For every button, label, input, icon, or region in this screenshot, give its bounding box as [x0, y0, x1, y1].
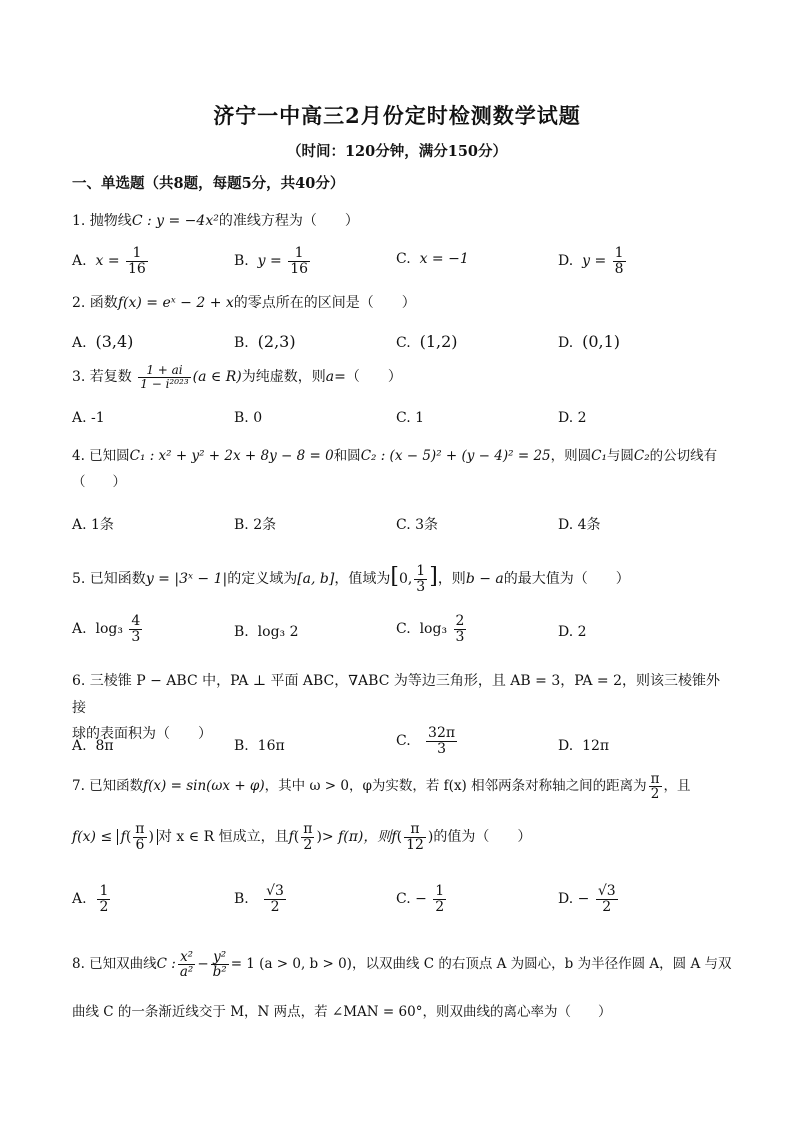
q5-a-math: log₃: [95, 621, 123, 638]
q5-a-den: 3: [131, 628, 141, 645]
page-subtitle: （时间：120分钟，满分150分）: [286, 143, 508, 160]
question-8-line2: 曲线 C 的一条渐近线交于 M，N 两点，若 ∠MAN = 60°，则双曲线的离心率为（ ）: [72, 1004, 612, 1020]
q5-range-frac: [414, 564, 427, 594]
question-2: [72, 290, 722, 317]
q7-l2b: f: [120, 829, 126, 846]
q2-b-label: B.: [234, 335, 249, 351]
q4-c2b: C₂: [633, 448, 650, 464]
q2-expr: f(x) = eˣ − 2 + x: [117, 295, 234, 311]
page-title: 济宁一中高三2月份定时检测数学试题: [213, 103, 581, 128]
q2-a-math: (3,4): [95, 332, 134, 351]
q5-c-num: 2: [455, 613, 465, 629]
q5-expr: y = |3ˣ − 1|: [145, 571, 228, 587]
q1-option-c[interactable]: [396, 251, 469, 267]
q5-mid2: ，值域为: [334, 571, 391, 587]
question-7-line2: f(x) ≤ f( $\frac{\pi}{6}$ ) 对 x ∈ R 恒成立，且f( $\frac{\pi}{2}$ )> f(π)，则f( $\frac{\pi}{12}$ )的值为（ ）: [72, 821, 532, 853]
q5-a-num: 4: [131, 613, 141, 629]
question-5: 5. 已知函数y = |3ˣ − 1|的定义域为[a, b]，值域为[0, $\frac{1}{3}$ ]，则b − a的最大值为（ ）: [72, 562, 630, 595]
q7-c-num: 1: [435, 883, 445, 899]
q1-option-d[interactable]: [558, 246, 628, 276]
q3-var: a: [325, 369, 335, 386]
q2-option-d[interactable]: [558, 332, 620, 351]
q1-d-math: y =: [582, 253, 607, 270]
q2-suffix: 的零点所在的区间是（ ）: [233, 295, 416, 311]
q7-num1: π: [135, 821, 145, 837]
q7-dist-num: π: [650, 771, 660, 787]
q7-c-frac: [433, 884, 446, 914]
q7-option-c[interactable]: [396, 884, 448, 914]
q3-frac: [138, 364, 190, 390]
q4-prefix: 4. 已知圆: [72, 448, 130, 464]
q5-a-frac: [129, 614, 142, 644]
q5-option-d[interactable]: D. 2: [558, 624, 587, 640]
q7-b-num: √3: [266, 883, 284, 899]
q7-num2: π: [303, 821, 313, 837]
q5-suffix: 的最大值为（ ）: [503, 571, 630, 587]
q8-c: C :: [156, 956, 176, 973]
q8-den1: a²: [179, 964, 194, 981]
q1-expr: C : y = −4x²: [131, 213, 219, 229]
q4-option-b[interactable]: B. 2条: [234, 517, 277, 533]
q6-option-d[interactable]: [558, 738, 609, 754]
q1-b-num: 1: [288, 246, 310, 262]
q1-a-frac: [126, 246, 148, 276]
q7-frac2: [301, 822, 314, 852]
q2-a-label: A.: [72, 335, 87, 351]
q7-b-den: 2: [270, 898, 280, 915]
q6-b-label: B.: [234, 738, 249, 754]
q7-d-label: D. −: [558, 891, 590, 908]
q7-l2e: > f(π)，则: [321, 829, 392, 846]
q5-range-left: 0,: [398, 571, 413, 587]
q5-c-frac: [454, 614, 467, 644]
q3-prefix: 3. 若复数: [72, 369, 132, 386]
q5-expr2: b − a: [465, 571, 504, 587]
q7-den1: 6: [135, 836, 145, 853]
q5-range-num: 1: [416, 562, 426, 579]
q5-domain: [a, b]: [297, 571, 335, 587]
q6-option-a[interactable]: [72, 738, 114, 754]
q2-c-math: (1,2): [419, 332, 458, 351]
q5-option-a[interactable]: [72, 614, 144, 644]
q8-rest: = 1 (a > 0, b > 0)，以双曲线 C 的右顶点 A 为圆心，b 为半径作圆 A，圆 A 与双: [230, 956, 732, 973]
q8-minus: −: [197, 956, 209, 973]
q5-c-label: C.: [396, 621, 411, 638]
section-heading: 一、单选题（共8题，每题5分，共40分）: [72, 175, 345, 192]
q7-dist-den: 2: [650, 786, 660, 803]
q3-option-c[interactable]: C. 1: [396, 410, 425, 426]
q1-option-a[interactable]: [72, 246, 150, 276]
q3-num: 1 + ai: [138, 364, 190, 378]
q2-option-a[interactable]: [72, 332, 133, 351]
q7-d-den: 2: [602, 898, 612, 915]
q8-den2: b²: [212, 964, 227, 981]
q1-b-math: y =: [257, 253, 282, 270]
q4-tail: 的公切线有: [649, 448, 718, 464]
q3-suffix1: 为纯虚数，则: [241, 369, 326, 386]
q6-option-b[interactable]: [234, 738, 285, 754]
q5-prefix: 5. 已知函数: [72, 571, 146, 587]
q7-den3: 12: [406, 836, 424, 853]
q7-line1a: 7. 已知函数: [72, 778, 144, 795]
q4-option-c[interactable]: C. 3条: [396, 517, 439, 533]
q7-frac1: [133, 822, 146, 852]
q1-c-label: C.: [396, 251, 411, 267]
q7-b-label: B.: [234, 891, 249, 908]
q6-option-c[interactable]: [396, 726, 459, 756]
q2-option-b[interactable]: [234, 332, 296, 351]
q1-c-math: x = −1: [419, 251, 469, 267]
q6-line2: 球的表面积为（ ）: [72, 726, 212, 743]
q4-option-a[interactable]: A. 1条: [72, 517, 114, 533]
question-3: [72, 364, 722, 391]
q3-option-b[interactable]: B. 0: [234, 410, 263, 426]
q4-with: 与圆: [606, 448, 634, 464]
q7-l2a: f(x) ≤: [72, 829, 113, 846]
q7-abs: f( $\frac{\pi}{6}$ ): [117, 829, 158, 845]
q3-den: 1 − i²⁰²³: [140, 376, 189, 391]
q7-frac3: [404, 822, 426, 852]
q1-d-den: 8: [614, 260, 624, 277]
q3-option-d[interactable]: D. 2: [558, 410, 587, 426]
q1-b-frac: [288, 246, 310, 276]
q4-and: 和圆: [333, 448, 361, 464]
q3-suffix2: =（ ）: [334, 369, 402, 386]
q4-c1b: C₁: [591, 448, 607, 464]
q1-a-num: 1: [126, 246, 148, 262]
q5-mid3: ，则: [437, 571, 466, 587]
q1-suffix: 的准线方程为（ ）: [218, 213, 359, 229]
q7-option-b[interactable]: [234, 884, 288, 914]
q1-a-math: x =: [95, 253, 120, 270]
q6-d-label: D.: [558, 738, 574, 754]
q3-mid: (a ∈ R): [192, 369, 242, 386]
q6-c-frac: [426, 726, 457, 756]
q4-circle2: C₂ : (x − 5)² + (y − 4)² = 25: [360, 448, 551, 464]
q7-a-frac: [97, 884, 110, 914]
q6-a-label: A.: [72, 738, 87, 754]
q1-b-den: 16: [290, 260, 309, 277]
question-4: [72, 444, 732, 495]
q6-d-math: 12π: [582, 738, 610, 754]
q5-range-den: 3: [416, 578, 426, 595]
q3-option-a[interactable]: A. -1: [72, 410, 105, 426]
q2-option-c[interactable]: [396, 332, 458, 351]
q5-a-label: A.: [72, 621, 87, 638]
q6-c-den: 3: [437, 740, 446, 757]
q7-d-frac: [596, 884, 618, 914]
q4-option-d[interactable]: D. 4条: [558, 517, 601, 533]
q7-line1c: ，且: [663, 778, 691, 795]
question-1: [72, 208, 722, 235]
q6-c-label: C.: [396, 733, 411, 750]
q7-num3: π: [404, 822, 426, 838]
q2-d-math: (0,1): [582, 332, 621, 351]
question-8: [72, 950, 732, 979]
q7-den2: 2: [303, 836, 313, 853]
q5-b-label: B.: [234, 624, 249, 640]
q4-suffix: ，则圆: [550, 448, 592, 464]
q7-l2c: 对 x ∈ R 恒成立，且: [157, 829, 289, 846]
q4-circle1: C₁ : x² + y² + 2x + 8y − 8 = 0: [129, 448, 334, 464]
q8-line1a: 8. 已知双曲线: [72, 956, 157, 973]
q1-a-label: A.: [72, 253, 87, 270]
q7-dist-frac: [649, 772, 662, 801]
q7-option-d[interactable]: [558, 884, 620, 914]
q6-b-math: 16π: [257, 738, 285, 754]
q7-l2f: f: [391, 829, 397, 846]
q7-expr: f(x) = sin(ωx + φ): [143, 778, 265, 795]
q5-option-b[interactable]: [234, 624, 299, 640]
q5-c-math: log₃: [419, 621, 448, 638]
q6-line1: 6. 三棱锥 P − ABC 中，PA ⊥ 平面 ABC，∇ABC 为等边三角形，且 AB = 3，PA = 2，则该三棱锥外接: [72, 673, 721, 716]
q1-d-frac: [613, 246, 626, 276]
q1-a-den: 16: [128, 260, 146, 277]
q6-c-num: 32π: [428, 725, 456, 741]
q8-frac1: [178, 950, 195, 979]
q8-num1: x²: [178, 950, 195, 965]
q1-d-label: D.: [558, 253, 574, 270]
q7-l2g: 的值为（ ）: [433, 829, 532, 846]
q7-b-frac: [264, 884, 286, 914]
q5-b-math: log₃ 2: [257, 624, 299, 640]
q2-prefix: 2. 函数: [72, 295, 118, 311]
q1-option-b[interactable]: [234, 246, 312, 276]
q5-option-c[interactable]: [396, 614, 468, 644]
q4-line2: （ ）: [72, 473, 126, 490]
q7-line1b: ，其中 ω > 0，φ为实数，若 f(x) 相邻两条对称轴之间的距离为: [264, 778, 647, 795]
q1-d-num: 1: [614, 245, 624, 261]
q5-c-den: 3: [455, 628, 465, 645]
q5-mid1: 的定义域为: [227, 571, 298, 587]
q7-a-num: 1: [99, 883, 109, 899]
q7-d-num: √3: [597, 883, 616, 899]
q7-option-a[interactable]: [72, 884, 112, 914]
q8-num2: y²: [211, 950, 229, 965]
q7-a-label: A.: [72, 891, 87, 908]
q7-c-label: C. −: [396, 891, 427, 908]
q1-b-label: B.: [234, 253, 249, 270]
q2-c-label: C.: [396, 335, 411, 351]
q2-d-label: D.: [558, 335, 574, 351]
q7-l2d: f: [288, 829, 294, 846]
q1-prefix: 1. 抛物线: [72, 213, 132, 229]
question-7: [72, 772, 732, 801]
q6-a-math: 8π: [95, 738, 114, 754]
q7-c-den: 2: [435, 898, 445, 915]
q2-b-math: (2,3): [257, 332, 296, 351]
q8-frac2: [211, 950, 229, 979]
q7-a-den: 2: [99, 898, 109, 915]
